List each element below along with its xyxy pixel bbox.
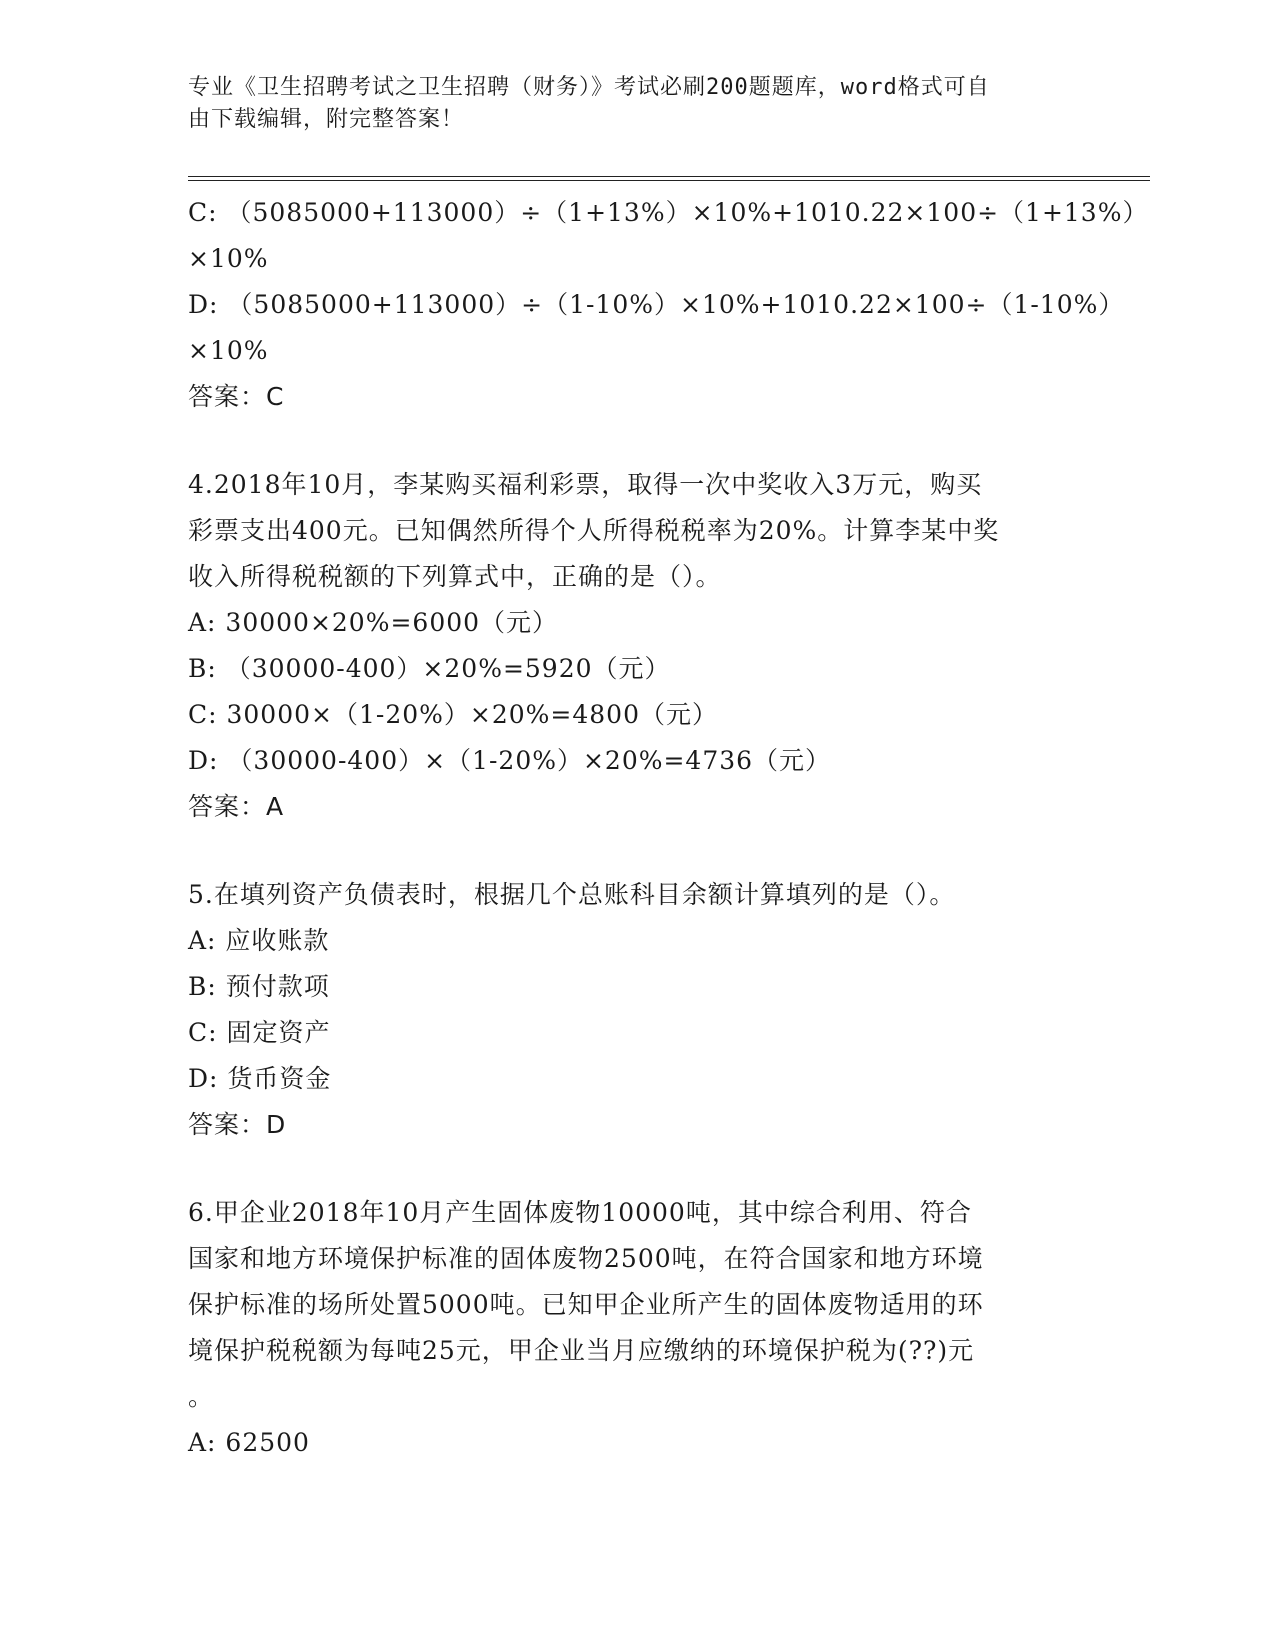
q5-option-d: D: 货币资金 <box>188 1064 332 1093</box>
question-6 <box>188 1190 1088 1466</box>
q5-answer: 答案：D <box>188 1110 287 1139</box>
q3-option-d-line-2: ×10% <box>188 336 269 365</box>
q6-stem-line-2: 国家和地方环境保护标准的固体废物2500吨，在符合国家和地方环境 <box>188 1244 984 1273</box>
question-4 <box>188 462 1088 830</box>
q3-option-d-line-1: D: （5085000+113000）÷（1-10%）×10%+1010.22×100÷（1-10%） <box>188 290 1125 319</box>
q4-stem-line-3: 收入所得税税额的下列算式中，正确的是（）。 <box>188 562 722 591</box>
question-3-tail <box>188 190 1149 420</box>
header-divider-top <box>188 176 1150 177</box>
document-body <box>188 190 1149 1466</box>
q6-stem-line-1: 6.甲企业2018年10月产生固体废物10000吨，其中综合利用、符合 <box>188 1198 972 1227</box>
q3-option-c-line-2: ×10% <box>188 244 269 273</box>
document-header <box>188 72 1068 136</box>
q6-stem-line-5: 。 <box>188 1382 215 1411</box>
q6-stem-line-3: 保护标准的场所处置5000吨。已知甲企业所产生的固体废物适用的环 <box>188 1290 984 1319</box>
q5-stem: 5.在填列资产负债表时，根据几个总账科目余额计算填列的是（）。 <box>188 880 956 909</box>
q4-option-d: D: （30000-400）×（1-20%）×20%=4736（元） <box>188 746 832 775</box>
q4-option-b: B: （30000-400）×20%=5920（元） <box>188 654 671 683</box>
q6-stem-line-4: 境保护税税额为每吨25元，甲企业当月应缴纳的环境保护税为(??)元 <box>188 1336 975 1365</box>
q4-stem-line-2: 彩票支出400元。已知偶然所得个人所得税税率为20%。计算李某中奖 <box>188 516 1000 545</box>
q4-option-a: A: 30000×20%=6000（元） <box>188 608 559 637</box>
header-divider-bottom <box>188 180 1150 181</box>
question-5 <box>188 872 1088 1148</box>
q5-option-c: C: 固定资产 <box>188 1018 331 1047</box>
header-line-2: 由下载编辑，附完整答案！ <box>188 107 465 132</box>
q4-answer: 答案：A <box>188 792 285 821</box>
q4-option-c: C: 30000×（1-20%）×20%=4800（元） <box>188 700 718 729</box>
q4-stem-line-1: 4.2018年10月，李某购买福利彩票，取得一次中奖收入3万元，购买 <box>188 470 983 499</box>
q5-option-b: B: 预付款项 <box>188 972 330 1001</box>
q3-option-c-line-1: C: （5085000+113000）÷（1+13%）×10%+1010.22×100÷（1+13%） <box>188 198 1149 227</box>
q6-option-a: A: 62500 <box>188 1428 310 1457</box>
q3-answer: 答案：C <box>188 382 285 411</box>
header-line-1: 专业《卫生招聘考试之卫生招聘（财务）》考试必刷200题题库，word格式可自 <box>188 75 990 100</box>
q5-option-a: A: 应收账款 <box>188 926 330 955</box>
